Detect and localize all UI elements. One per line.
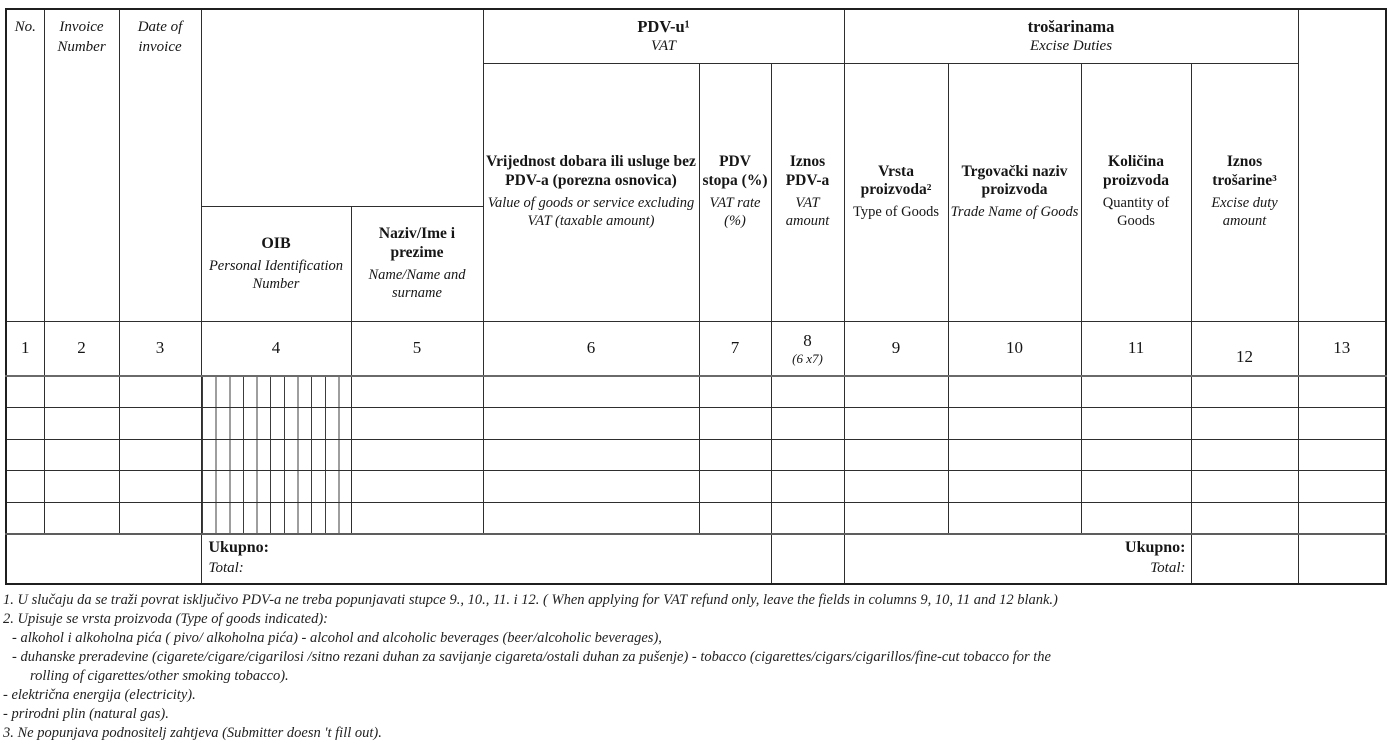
footnote-line-3: - alkohol i alkoholna pića ( pivo/ alkoholna pića) - alcohol and alcoholic beverages (beer/alcoholic beverages), — [12, 630, 662, 646]
data-cell — [351, 502, 483, 534]
data-row-1 — [6, 376, 1386, 407]
data-cell — [1298, 376, 1386, 407]
vat-total-label-cell — [201, 534, 771, 584]
total-row-col13-cell — [1298, 534, 1386, 584]
header-vat-amount-cell — [771, 63, 844, 321]
excise-group-title: trošarinama — [1027, 16, 1115, 36]
oib-title: OIB — [261, 235, 291, 253]
footnotes — [3, 591, 1387, 743]
data-cell — [771, 502, 844, 534]
column-number-1: 1 — [6, 321, 44, 376]
column-number-2: 2 — [44, 321, 119, 376]
data-cell — [844, 407, 948, 439]
excise-amount-subtitle: Excise duty amount — [1211, 195, 1278, 230]
header-vat-group-cell — [483, 9, 844, 63]
vat-total-value-cell — [771, 534, 844, 584]
data-cell — [1298, 502, 1386, 534]
data-cell — [119, 376, 201, 407]
data-cell — [483, 439, 699, 470]
header-no-cell — [6, 9, 44, 321]
data-cell — [948, 439, 1081, 470]
vat-total-label-en: Total: — [208, 559, 244, 576]
data-cell — [483, 470, 699, 502]
data-cell — [1191, 439, 1298, 470]
column-number-8 — [771, 321, 844, 376]
data-cell — [948, 376, 1081, 407]
header-date-of-invoice-label: Date of invoice — [137, 19, 183, 55]
column-number-3: 3 — [119, 321, 201, 376]
data-cell — [351, 376, 483, 407]
data-cell — [351, 439, 483, 470]
column-number-8-value: 8 — [803, 331, 812, 351]
name-subtitle: Name/Name and surname — [368, 266, 466, 301]
header-oib-cell — [201, 206, 351, 321]
header-quantity-cell — [1081, 63, 1191, 321]
header-col13-empty-cell — [1298, 9, 1386, 321]
oib-digit-boxes — [202, 377, 351, 407]
header-value-excl-vat-cell — [483, 63, 699, 321]
data-cell — [1081, 376, 1191, 407]
header-invoice-number-label: Invoice Number — [57, 19, 106, 55]
column-number-6: 6 — [483, 321, 699, 376]
data-cell — [844, 376, 948, 407]
quantity-subtitle: Quantity of Goods — [1102, 195, 1170, 230]
footnote-line-7: - prirodni plin (natural gas). — [3, 706, 169, 722]
data-cell — [1191, 502, 1298, 534]
data-cell — [699, 376, 771, 407]
oib-digit-boxes — [202, 503, 351, 534]
data-cell — [119, 470, 201, 502]
data-cell — [771, 439, 844, 470]
data-cell — [119, 502, 201, 534]
data-cell — [44, 470, 119, 502]
header-vat-rate-cell — [699, 63, 771, 321]
header-name-cell — [351, 206, 483, 321]
oib-digit-boxes — [202, 408, 351, 439]
header-type-of-goods-cell — [844, 63, 948, 321]
data-cell — [483, 407, 699, 439]
vat-amount-subtitle: VAT amount — [785, 195, 830, 230]
data-cell — [1081, 470, 1191, 502]
column-number-row — [6, 321, 1386, 376]
vat-rate-title: PDV stopa (%) — [702, 153, 768, 190]
header-invoice-number-cell — [44, 9, 119, 321]
data-cell — [844, 502, 948, 534]
data-row-3 — [6, 439, 1386, 470]
data-cell — [948, 470, 1081, 502]
value-excl-vat-title: Vrijednost dobara ili usluge bez PDV-a (porezna osnovica) — [486, 153, 696, 190]
data-cell — [948, 407, 1081, 439]
data-cell — [1298, 470, 1386, 502]
data-cell — [1191, 376, 1298, 407]
vat-group-subtitle: VAT — [651, 38, 676, 55]
value-excl-vat-subtitle: Value of goods or service excluding VAT (taxable amount) — [487, 195, 695, 230]
footnote-line-1: 1. U slučaju da se traži povrat isključivo PDV-a ne treba popunjavati stupce 9., 10., 11. i 12. ( When applying for VAT refund only, leave the fields in columns 9, 10, 11 and 12 blank.) — [3, 592, 1058, 608]
header-no-label: No. — [14, 19, 36, 35]
vat-total-label-hr: Ukupno: — [208, 539, 269, 556]
data-cell — [6, 376, 44, 407]
column-number-10: 10 — [948, 321, 1081, 376]
column-number-13: 13 — [1298, 321, 1386, 376]
data-cell — [483, 502, 699, 534]
data-cell — [771, 376, 844, 407]
excise-total-label-cell — [844, 534, 1191, 584]
name-title: Naziv/Ime i prezime — [378, 224, 456, 261]
trade-name-title: Trgovački naziv proizvoda — [961, 162, 1068, 199]
vat-group-title: PDV-u¹ — [637, 16, 690, 36]
type-of-goods-subtitle: Type of Goods — [853, 204, 939, 221]
data-cell — [699, 470, 771, 502]
data-cell — [483, 376, 699, 407]
data-cell — [699, 407, 771, 439]
column-number-12: 12 — [1191, 321, 1298, 376]
data-cell — [351, 470, 483, 502]
oib-entry-cell — [201, 439, 351, 470]
oib-digit-boxes — [202, 471, 351, 502]
excise-group-subtitle: Excise Duties — [1030, 38, 1113, 55]
data-cell — [351, 407, 483, 439]
data-cell — [1298, 439, 1386, 470]
data-cell — [1081, 407, 1191, 439]
column-number-11: 11 — [1081, 321, 1191, 376]
data-cell — [1081, 502, 1191, 534]
excise-amount-title: Iznos trošarine³ — [1212, 153, 1277, 190]
trade-name-subtitle: Trade Name of Goods — [950, 204, 1079, 221]
column-number-7: 7 — [699, 321, 771, 376]
data-cell — [119, 407, 201, 439]
total-row-left-spacer-cell — [6, 534, 201, 584]
column-number-5: 5 — [351, 321, 483, 376]
data-cell — [699, 439, 771, 470]
data-cell — [1191, 470, 1298, 502]
data-cell — [699, 502, 771, 534]
vat-amount-title: Iznos PDV-a — [785, 153, 830, 190]
header-excise-group-cell — [844, 9, 1298, 63]
data-cell — [6, 439, 44, 470]
oib-entry-cell — [201, 470, 351, 502]
header-date-of-invoice-cell — [119, 9, 201, 321]
column-8-formula: (6 x7) — [792, 351, 823, 367]
data-cell — [1081, 439, 1191, 470]
data-cell — [844, 470, 948, 502]
oib-entry-cell — [201, 502, 351, 534]
column-number-9: 9 — [844, 321, 948, 376]
footnote-line-8: 3. Ne popunjava podnositelj zahtjeva (Submitter doesn 't fill out). — [3, 725, 382, 741]
data-row-2 — [6, 407, 1386, 439]
excise-total-label-hr: Ukupno: — [1125, 539, 1186, 556]
data-cell — [1298, 407, 1386, 439]
vat-rate-subtitle: VAT rate (%) — [709, 195, 761, 230]
data-cell — [119, 439, 201, 470]
header-trade-name-cell — [948, 63, 1081, 321]
column-number-4: 4 — [201, 321, 351, 376]
data-cell — [44, 376, 119, 407]
excise-total-value-cell — [1191, 534, 1298, 584]
header-party-spacer-cell — [201, 9, 483, 206]
data-row-5 — [6, 502, 1386, 534]
data-cell — [6, 407, 44, 439]
excise-total-label-en: Total: — [1150, 559, 1186, 576]
oib-entry-cell — [201, 407, 351, 439]
data-cell — [44, 407, 119, 439]
oib-digit-boxes — [202, 440, 351, 470]
data-cell — [1191, 407, 1298, 439]
footnote-line-5: rolling of cigarettes/other smoking tobacco). — [30, 668, 289, 684]
data-cell — [44, 502, 119, 534]
data-cell — [771, 470, 844, 502]
data-cell — [6, 502, 44, 534]
refund-table — [5, 8, 1387, 585]
data-cell — [6, 470, 44, 502]
oib-subtitle: Personal Identification Number — [208, 257, 344, 292]
footnote-line-4: - duhanske preradevine (cigarete/cigare/cigarilosi /sitno rezani duhan za savijanje cigareta/ostali duhan za pušenje) - tobacco (cigarettes/cigars/cigarillos/fine-cut tobacco for the — [12, 649, 1051, 665]
data-row-4 — [6, 470, 1386, 502]
data-cell — [771, 407, 844, 439]
oib-entry-cell — [201, 376, 351, 407]
footnote-line-2: 2. Upisuje se vrsta proizvoda (Type of goods indicated): — [3, 611, 328, 627]
data-cell — [948, 502, 1081, 534]
total-row — [6, 534, 1386, 584]
header-excise-amount-cell — [1191, 63, 1298, 321]
data-cell — [44, 439, 119, 470]
quantity-title: Količina proizvoda — [1103, 153, 1170, 190]
data-cell — [844, 439, 948, 470]
footnote-line-6: - električna energija (electricity). — [3, 687, 196, 703]
type-of-goods-title: Vrsta proizvoda² — [860, 162, 932, 199]
